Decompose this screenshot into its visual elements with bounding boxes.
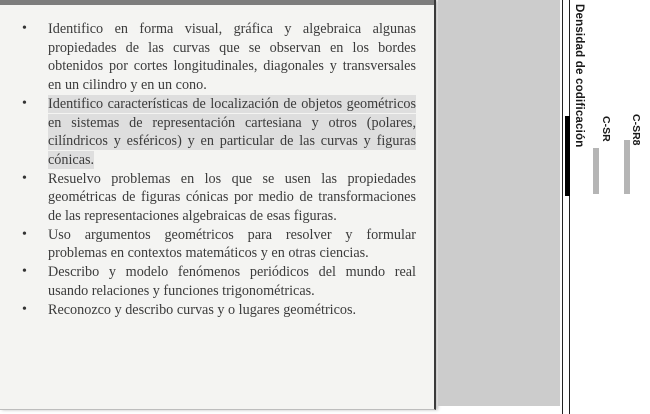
bullet-icon: • bbox=[22, 21, 27, 36]
list-item bbox=[18, 170, 416, 226]
bullet-icon: • bbox=[22, 226, 27, 242]
coding-bar-c-sr8[interactable] bbox=[624, 140, 630, 194]
list-item-highlighted bbox=[18, 95, 416, 170]
list-item-text: Identifico en forma visual, gráfica y algebraica algunas propiedades de las curvas que se observan en los bordes obtenidos por cortes longitudinales, diagonales y transversales en un cilindro y en un cono. bbox=[48, 21, 416, 94]
list-item bbox=[18, 263, 416, 300]
list-item bbox=[18, 20, 416, 95]
list-item-text: Reconozco y describo curvas y o lugares geométricos. bbox=[48, 301, 357, 318]
coding-label-c-sr: C-SR bbox=[600, 116, 612, 142]
coding-label-c-sr8: C-SR8 bbox=[630, 114, 642, 146]
list-item bbox=[18, 301, 416, 320]
bullet-icon: • bbox=[22, 264, 27, 280]
list-item bbox=[18, 226, 416, 263]
coding-density-title: Densidad de codificación bbox=[573, 4, 585, 148]
density-bar[interactable] bbox=[565, 116, 570, 196]
list-item-text: Resuelvo problemas en los que se usen las propiedades geométricas de figuras cónicas por medio de transformaciones de las representaciones algebraicas de esas figuras. bbox=[48, 170, 416, 225]
gray-column bbox=[438, 0, 560, 406]
list-item-text: Uso argumentos geométricos para resolver y formular problemas en contextos matemáticos y en otras ciencias. bbox=[48, 226, 416, 262]
bullet-icon: • bbox=[22, 301, 27, 317]
divider-line bbox=[562, 0, 563, 414]
list-item-text: Describo y modelo fenómenos periódicos del mundo real usando relaciones y funciones trigonométricas. bbox=[48, 264, 416, 299]
bullet-icon: • bbox=[22, 170, 27, 186]
coding-bar-c-sr[interactable] bbox=[593, 148, 599, 194]
bullet-icon: • bbox=[22, 95, 27, 111]
bullet-list bbox=[18, 20, 416, 319]
list-item-text: Identifico características de localización de objetos geométricos en sistemas de representación cartesiana y otros (polares, cilíndricos y esféricos) y en particular de las curvas y figuras cónicas. bbox=[48, 95, 416, 168]
divider-line bbox=[569, 0, 570, 414]
